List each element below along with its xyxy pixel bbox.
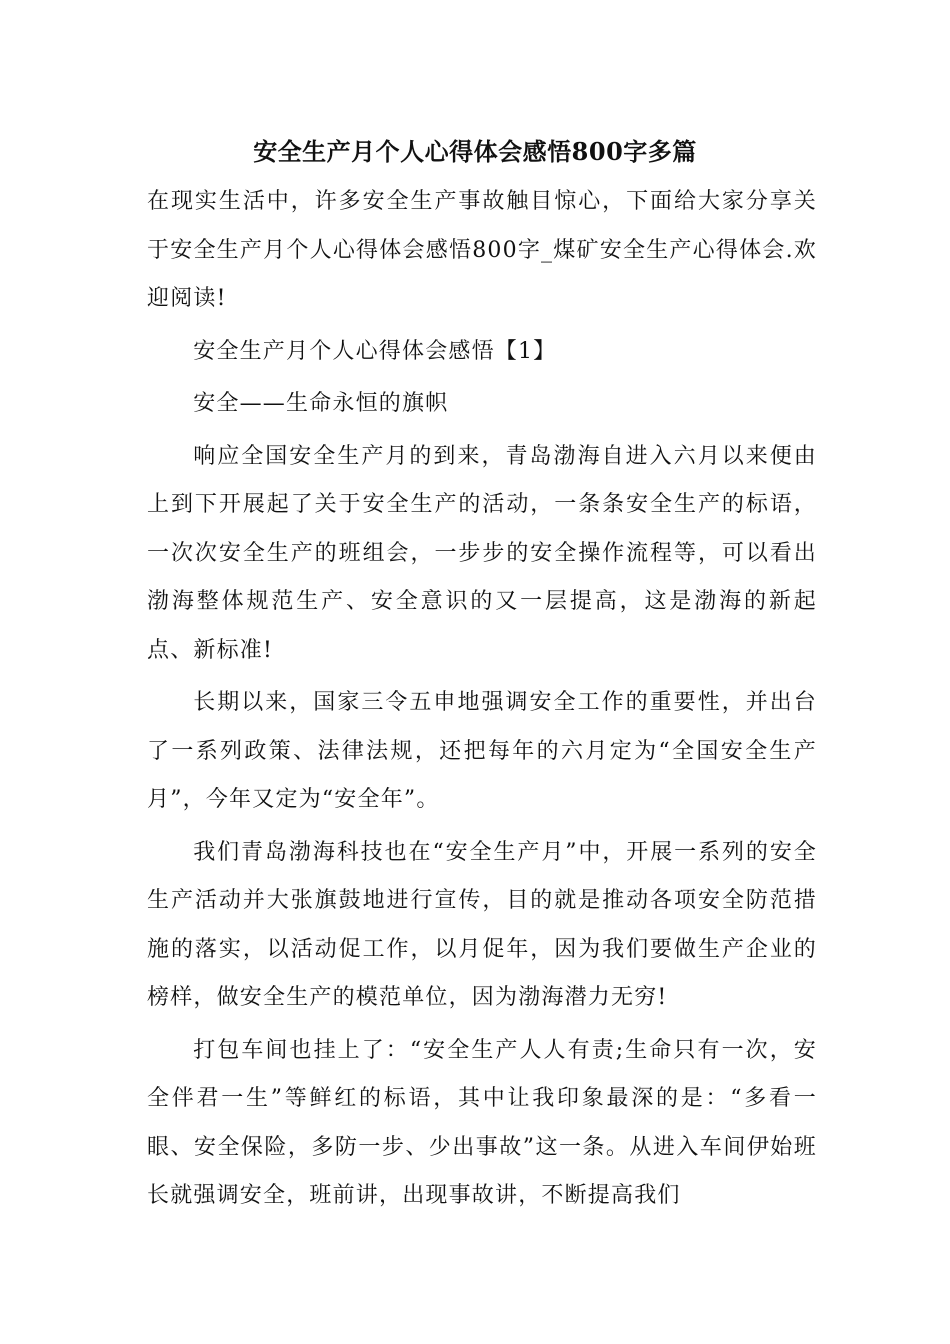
body-paragraph: 我们青岛渤海科技也在“安全生产月”中，开展一系列的安全生产活动并大张旗鼓地进行宣传，目的就是推动各项安全防范措施的落实，以活动促工作，以月促年，因为我们要做生产企业的榜样，做安全生产的模范单位，因为渤海潜力无穷!	[147, 839, 817, 1010]
body-paragraph: 响应全国安全生产月的到来，青岛渤海自进入六月以来便由上到下开展起了关于安全生产的活动，一条条安全生产的标语，一次次安全生产的班组会，一步步的安全操作流程等，可以看出渤海整体规范生产、安全意识的又一层提高，这是渤海的新起点、新标准!	[147, 443, 817, 663]
subheading: 安全——生命永恒的旗帜	[193, 391, 449, 416]
document-title: 安全生产月个人心得体会感悟800字多篇	[253, 137, 697, 166]
intro-paragraph: 在现实生活中，许多安全生产事故触目惊心，下面给大家分享关于安全生产月个人心得体会感悟800字_煤矿安全生产心得体会.欢迎阅读!	[147, 189, 817, 311]
body-paragraph: 长期以来，国家三令五申地强调安全工作的重要性，并出台了一系列政策、法律法规，还把每年的六月定为“全国安全生产月”，今年又定为“安全年”。	[147, 690, 817, 812]
section-heading: 安全生产月个人心得体会感悟【1】	[193, 338, 557, 364]
document-body	[147, 178, 817, 1221]
body-paragraph: 打包车间也挂上了：“安全生产人人有责;生命只有一次，安全伴君一生”等鲜红的标语，其中让我印象最深的是：“多看一眼、安全保险，多防一步、少出事故”这一条。从进入车间伊始班长就强调安全，班前讲，出现事故讲，不断提高我们	[147, 1037, 817, 1208]
